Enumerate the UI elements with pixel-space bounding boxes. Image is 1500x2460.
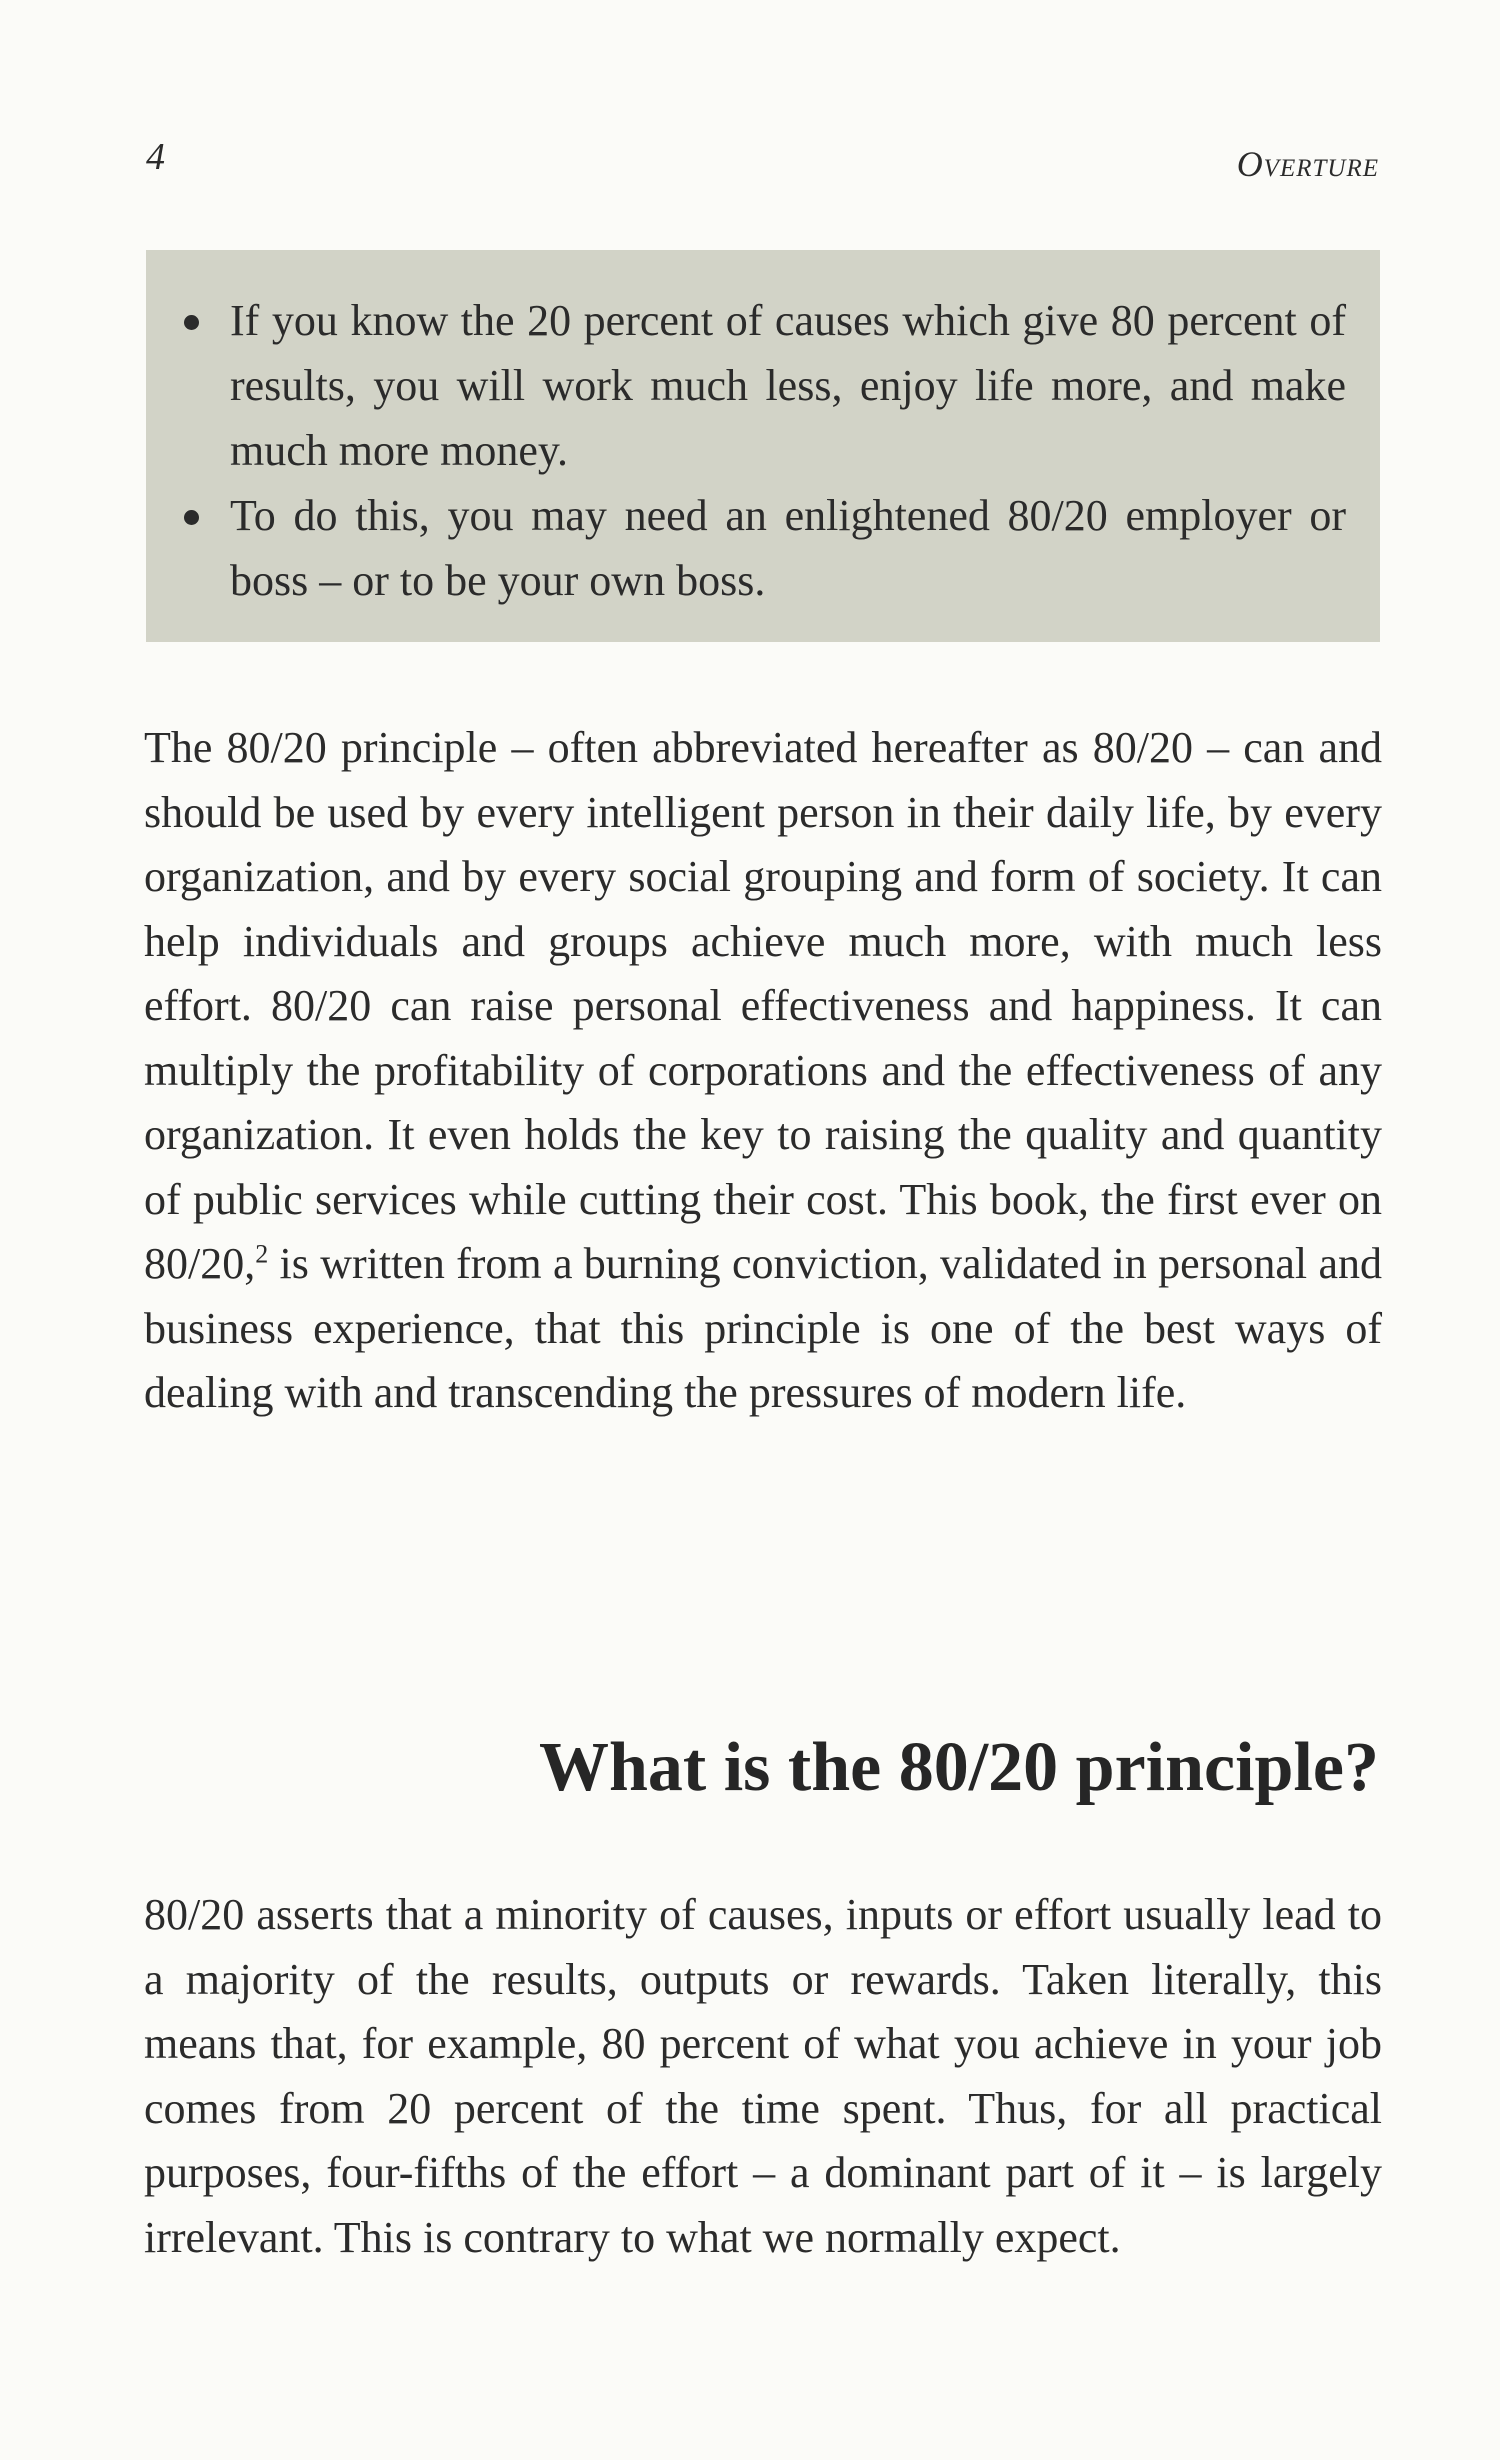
footnote-ref: 2 bbox=[255, 1239, 269, 1269]
summary-box bbox=[146, 250, 1380, 642]
section-heading: What is the 80/20 principle? bbox=[538, 1729, 1379, 1806]
paragraph-text: The 80/20 principle – often abbreviated hereafter as 80/20 – can and should be used by every intelligent person in their daily life, by every organization, and by every social grouping and form of society. It can help individuals and groups achieve much more, with much less effort. 80/20 can raise personal effectiveness and happiness. It can multiply the profitability of corporations and the effectiveness of any organization. It even holds the key to raising the quality and quantity of public services while cutting their cost. This book, the first ever on 80/20, bbox=[144, 723, 1382, 1288]
page-number: 4 bbox=[146, 136, 165, 178]
bullet-item: To do this, you may need an enlightened 80/20 employer or boss – or to be your own boss. bbox=[180, 483, 1346, 613]
definition-paragraph: 80/20 asserts that a minority of causes, inputs or effort usually lead to a majority of the results, outputs or rewards. Taken literally, this means that, for example, 80 percent of what you achieve in your job comes from 20 percent of the time spent. Thus, for all practical purposes, four-fifths of the effort – a dominant part of it – is largely irrelevant. This is contrary to what we normally expect. bbox=[144, 1890, 1382, 2262]
intro-paragraph bbox=[144, 716, 1382, 1426]
bullet-item: If you know the 20 percent of causes which give 80 percent of results, you will work much less, enjoy life more, and make much more money. bbox=[180, 288, 1346, 483]
paragraph-text: is written from a burning conviction, validated in personal and business experience, that this principle is one of the best ways of dealing with and transcending the pressures of modern life. bbox=[144, 1239, 1382, 1417]
running-head: Overture bbox=[1236, 144, 1379, 184]
